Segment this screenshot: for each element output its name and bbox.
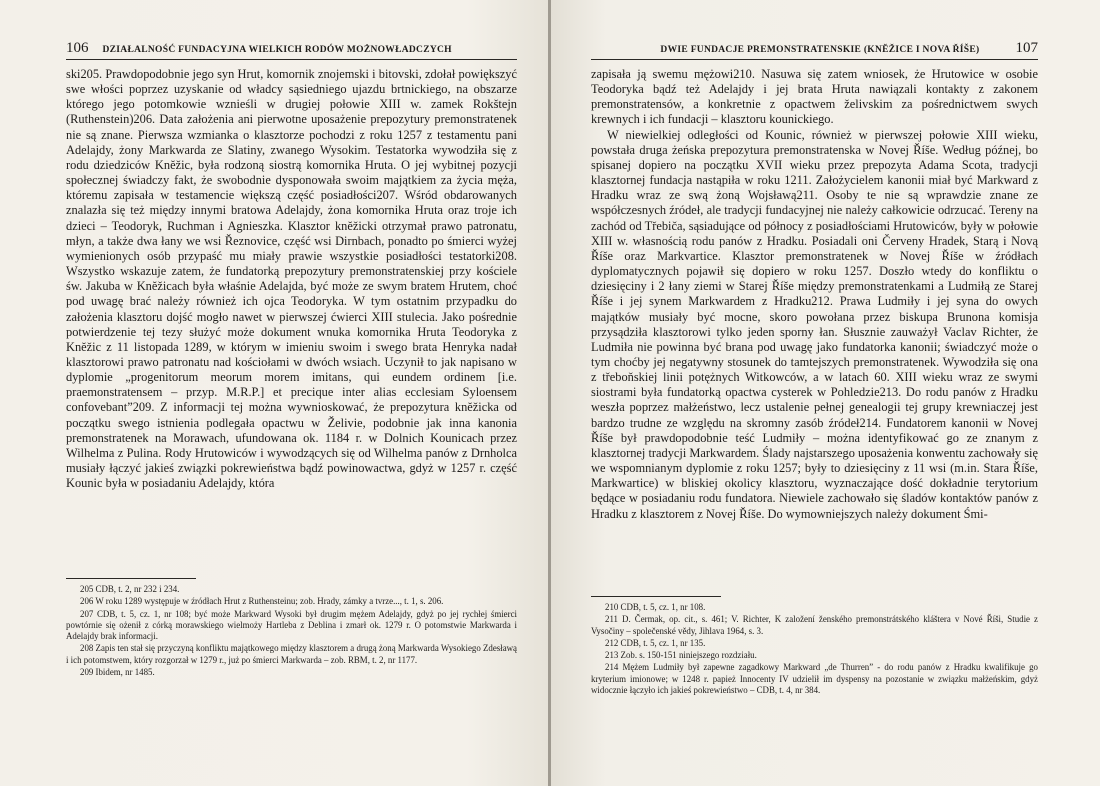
right-running-head: DWIE FUNDACJE PREMONSTRATENSKIE (KNĔŽICE I NOVA ŘÍŠE) <box>660 45 980 55</box>
right-paragraph-1: zapisała ją swemu mężowi210. Nasuwa się zatem wniosek, że Hrutowice w osobie Teodoryka bądź też Adelajdy i jej brata Hruta nawiązali kontakty z zakonem premonstratensów, a konkretnie z opactwem želivskim za pośrednictwem swych krewnych i ich fundacji – klasztoru kounickiego. <box>591 67 1038 127</box>
footnote-rule <box>591 596 721 597</box>
left-running-head: DZIAŁALNOŚĆ FUNDACYJNA WIELKICH RODÓW MOŻNOWŁADCZYCH <box>102 45 452 55</box>
left-paragraph: ski205. Prawdopodobnie jego syn Hrut, komornik znojemski i bitovski, zdołał powiększyć swe włości poprzez uzyskanie od władcy sąsiedniego ujazdu brtnickiego, na obszarze którego jego potomkowie wznieśli w drugiej połowie XIII w. zamek Rokštejn (Ruthenstein)206. Data założenia ani pierwotne uposażenie prepozytury premonstratenek nie są znane. Pierwsza wzmianka o klasztorze pochodzi z roku 1257 z testamentu pani Adelajdy, żony Markwarda ze Slatiny, zwanego Wysokim. Testatorka wywodziła się z rodu dziedziców Knĕžic, była rodzoną siostrą komornika Hruta. O jej wybitnej pozycji społecznej świadczy fakt, że swobodnie dysponowała swoim majątkiem za życia męża, któremu zapisała w testamencie większą część posiadłości207. Wśród obdarowanych znalazła się też między innymi bratowa Adelajdy, żona komornika Hruta oraz troje ich dzieci – Teodoryk, Ruchman i Agnieszka. Klasztor knĕžicki otrzymał prawo patronatu, młyn, a także dwa łany we wsi Řeznovice, część wsi Dirnbach, ponadto po śmierci wyżej wymienionych osób przypaść mu miały prawie wszystkie posiadłości testatorki208. Wszystko wskazuje zatem, że fundatorką prepozytury premonstratenskiej przy kościele św. Jakuba w Knĕžicach była właśnie Adelajda, być może ze swym bratem Hrutem, choć pod uwagę brać należy również ich ojca Teodoryka. W tym ostatnim przypadku do założenia klasztoru dojść mogło nawet w pierwszej ćwierci XIII stulecia. Jako pośrednie potwierdzenie tej tezy służyć może dokument wnuka komornika Hruta Teodoryka z Knĕžic z 11 listopada 1289, w którym w imieniu swoim i swego brata Henryka nadał klasztorowi prawo patronatu nad kościołami w dwóch wsiach. Uczynił to jak napisano w dyplomie „progenitorum meorum morem imitans, qui eundem ordinem [i.e. praemonstratensem – przyp. M.R.P.] et precique inter alias ecclesiam Syloensem confovebant”209. Z informacji tej można wywnioskować, że prepozytura knĕžicka od początku swego istnienia podlegała opactwu w Želivie, podobnie jak inna kanonia premonstratenek na Morawach, ufundowana ok. 1184 r. w Dolnich Kounicach przez Wilhelma z Pulina. Rody Hrutowiców i wywodzących się od Wilhelma panów z Drnholca musiały łączyć jakieś związki pokrewieństwa bądź powinowactwa, gdyż w 1257 r. część Kounic była w posiadaniu Adelajdy, która <box>66 67 517 491</box>
footnote-212: 212 CDB, t. 5, cz. 1, nr 135. <box>605 637 706 648</box>
footnote-210: 210 CDB, t. 5, cz. 1, nr 108. <box>605 602 706 612</box>
footnote-208: 208 Zapis ten stał się przyczyną konfliktu majątkowego między klasztorem a drugą żoną Markwarda Wysokiego Zdesławą i ich potomstwem, który rozgorzał w 1279 r., już po śmierci Markwarda – zob. RBM, t. 2, nr 1177. <box>66 643 517 665</box>
right-footnotes <box>591 596 1038 697</box>
right-paragraph-2: W niewielkiej odległości od Kounic, również w pierwszej połowie XIII wieku, powstała druga żeńska prepozytura premonstratenska w Novej Říše. Według późnej, bo spisanej dopiero na początku XVII wieku przez prepozyta Adama Scota, tradycji klasztornej fundacja nastąpiła w roku 1211. Założycielem kanonii miał być Markward z Hradku wraz ze swą żoną Wojsławą211. Osoby te nie są wprawdzie znane ze współczesnych źródeł, ale tradycji fundacyjnej nie należy całkowicie odrzucać. Tereny na zachód od Třebiča, sąsiadujące od północy z posiadłościami Hrutowiców, były w połowie XIII w. własnością rodu panów z Hradku. Posiadali oni Červeny Hradek, Starą i Novą Říše oraz Markvartice. Klasztor premonstratenek w Novej Říše w źródłach dyplomatycznych pojawił się dopiero w roku 1257. Doszło wtedy do konfliktu o dziesięciny i 2 łany ziemi w Starej Říše między premonstratenkami a Ludmiłą ze Starej Říše i jej synem Markwardem z Hradku212. Prawa Ludmiły i jej syna do owych majątków musiały być mocne, skoro powołana przez biskupa Brunona komisja przysądziła klasztorowi tylko jeden sporny łan. Słusznie zauważył Vaclav Richter, że Ludmiła nie powinna być brana pod uwagę jako fundatorka kanonii; świadczyć może o tym choćby jej negatywny stosunek do tamtejszych premonstratenek. Wywodziła się ona z třeboňskiej linii potężnych Witkowców, a w latach 60. XIII wieku wraz ze swymi siostrami była fundatorką opactwa cysterek w Pohledzie213. Do rodu panów z Hradku weszła poprzez małżeństwo, lecz ustalenie pełnej genealogii tej grupy krewniaczej jest bardzo trudne ze względu na skromny zasób źródeł214. Fundatorem kanonii w Novej Říše był prawdopodobnie teść Ludmiły – można identyfikować go ze znanym z klasztornej tradycji Markwardem. Ślady najstarszego uposażenia konwentu zachowały się we wspomnianym dyplomie z roku 1257; były to dziesięciny z 11 wsi (m.in. Stara Říše, Markwartice) w bliskiej okolicy klasztoru, wyznaczające dość dokładnie terytorium będące w posiadaniu rodu fundatora. Niewiele zachowało się śladów kontaktów panów z Hradku z klasztorem z Novej Říše. Do wymowniejszych należy dokument Śmi- <box>591 127 1038 521</box>
right-page-number: 107 <box>1015 40 1038 56</box>
right-page <box>551 0 1100 786</box>
left-page-number: 106 <box>66 40 89 56</box>
footnote-209: 209 Ibidem, nr 1485. <box>80 667 155 678</box>
footnote-211: 211 D. Čermak, op. cit., s. 461; V. Richter, K založení ženského premonstrátského kláštera v Nové Říši, Studie z Vysočiny – společenské vědy, Jihlava 1964, s. 3. <box>591 614 1038 636</box>
footnote-214: 214 Mężem Ludmiły był zapewne zagadkowy Markward „de Thurren” - do rodu panów z Hradku kwalifikuje go kryterium imionowe; w 1248 r. papież Innocenty IV udzielił im dyspensy na pozostanie w związku małżeńskim, gdyż widocznie łączyło ich jakieś pokrewieństwo – CDB, t. 4, nr 384. <box>591 662 1038 696</box>
left-page-header <box>66 40 517 60</box>
left-body-text <box>66 67 517 491</box>
left-page <box>0 0 549 786</box>
footnote-207: 207 CDB, t. 5, cz. 1, nr 108; być może Markward Wysoki był drugim mężem Adelajdy, gdyż po jej rychłej śmierci powtórnie się ożenił z córką morawskiego wielmoży Hartleba z Deblina i zmarł ok. 1279 r. O potomstwie Markwarda i Adelajdy brak informacji. <box>66 608 517 642</box>
footnote-205: 205 CDB, t. 2, nr 232 i 234. <box>80 584 180 594</box>
footnote-206: 206 W roku 1289 występuje w źródłach Hrut z Ruthensteinu; zob. Hrady, zámky a tvrze..., t. 1, s. 206. <box>80 596 444 607</box>
footnote-rule <box>66 578 196 579</box>
right-body-text <box>591 67 1038 522</box>
right-page-header <box>591 40 1038 60</box>
footnote-213: 213 Zob. s. 150-151 niniejszego rozdziału. <box>605 650 757 661</box>
left-footnotes <box>66 578 517 679</box>
